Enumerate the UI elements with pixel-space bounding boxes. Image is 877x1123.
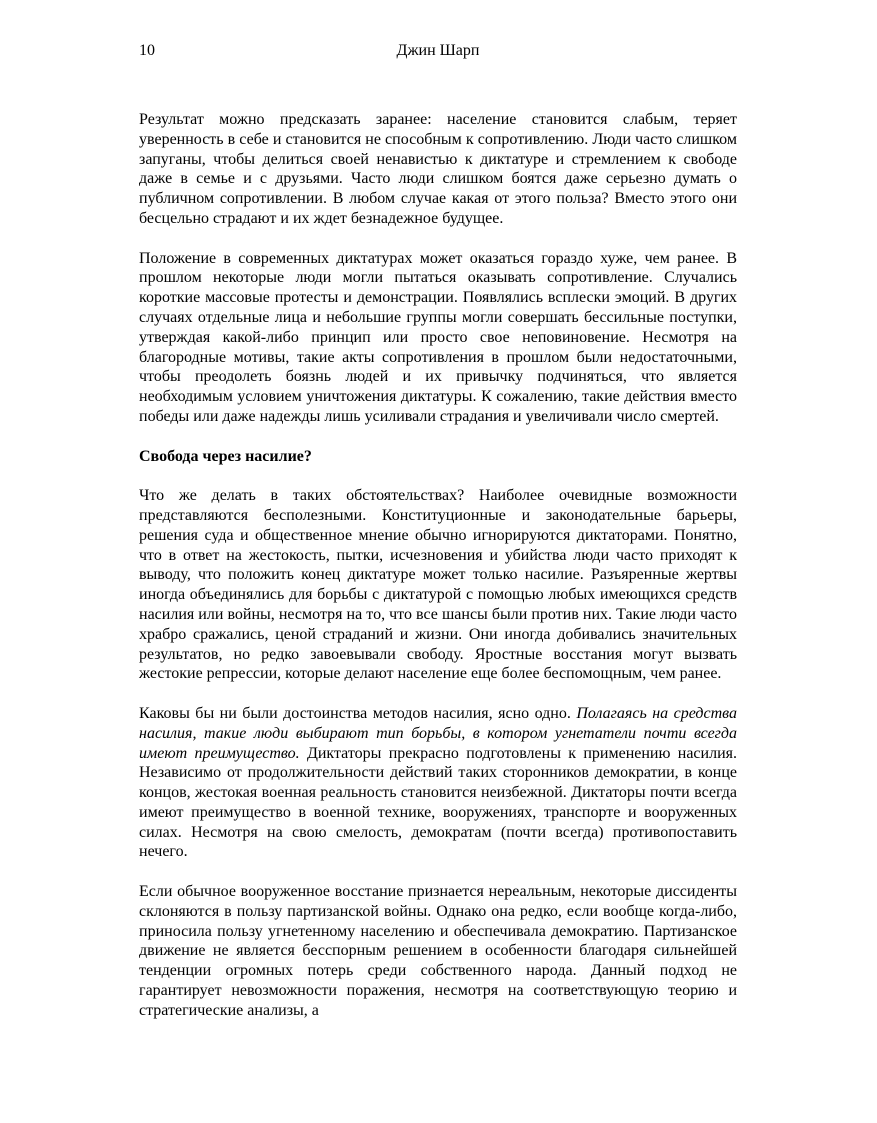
section-heading: Свобода через насилие? <box>139 447 312 465</box>
page-header <box>139 40 737 62</box>
page-body <box>139 110 737 1040</box>
paragraph-lead-text: Каковы бы ни были достоинства методов насилия, ясно одно. <box>139 704 577 722</box>
section-paragraph-3: Если обычное вооруженное восстание признается нереальным, некоторые диссиденты склоняются в пользу партизанской войны. Однако она редко, если вообще когда-либо, приносила пользу угнетенному населению и обеспечивала демократию. Партизанское движение не является бесспорным решением в особенности благодаря сильнейшей тенденции огромных потерь среди собственного народа. Данный подход не гарантирует невозможности поражения, несмотря на соответствующую теорию и стратегические анализы, а <box>139 883 737 1019</box>
page-number: 10 <box>139 42 155 59</box>
running-title: Джин Шарп <box>396 42 480 59</box>
paragraph-rest-text: Диктаторы прекрасно подготовлены к применению насилия. Независимо от продолжительности действий таких сторонников демократии, в конце концов, жестокая военная реальность становится неизбежной. Диктаторы почти всегда имеют преимущество в военной технике, вооружениях, транспорте и вооруженных силах. Несмотря на свою смелость, демократам (почти всегда) противопоставить нечего. <box>139 744 737 861</box>
emphasized-text: Полагаясь на средства насилия, такие люди выбирают тип борьбы, в котором угнетатели почти всегда имеют преимущество. <box>139 704 738 762</box>
section-paragraph-1: Что же делать в таких обстоятельствах? Наиболее очевидные возможности представляются бесполезными. Конституционные и законодательные барьеры, решения суда и общественное мнение обычно игнорируются диктаторами. Понятно, что в ответ на жестокость, пытки, исчезновения и убийства люди часто приходят к выводу, что положить конец диктатуре может только насилие. Разъяренные жертвы иногда объединялись для борьбы с диктатурой с помощью любых имеющихся средств насилия или войны, несмотря на то, что все шансы были против них. Такие люди часто храбро сражались, ценой страданий и жизни. Они иногда добивались значительных результатов, но редко завоевывали свободу. Яростные восстания могут вызвать жестокие репрессии, которые делают население еще более беспомощным, чем ранее. <box>139 487 737 683</box>
paragraph-2: Положение в современных диктатурах может оказаться гораздо хуже, чем ранее. В прошлом некоторые люди могли пытаться оказывать сопротивление. Случались короткие массовые протесты и демонстрации. Появлялись всплески эмоций. В других случаях отдельные лица и небольшие группы могли совершать бессильные поступки, утверждая какой-либо принцип или просто свое неповиновение. Несмотря на благородные мотивы, такие акты сопротивления в прошлом были недостаточными, чтобы преодолеть боязнь людей и их привычку подчиняться, что является необходимым условием уничтожения диктатуры. К сожалению, такие действия вместо победы или даже надежды лишь усиливали страдания и увеличивали число смертей. <box>139 249 737 425</box>
paragraph-1: Результат можно предсказать заранее: население становится слабым, теряет уверенность в себе и становится не способным к сопротивлению. Люди часто слишком запуганы, чтобы делиться своей ненавистью к диктатуре и стремлением к свободе даже в семье и с друзьями. Часто люди слишком боятся даже серьезно думать о публичном сопротивлении. В любом случае какая от этого польза? Вместо этого они бесцельно страдают и их ждет безнадежное будущее. <box>139 111 737 227</box>
section-paragraph-2 <box>139 704 737 862</box>
